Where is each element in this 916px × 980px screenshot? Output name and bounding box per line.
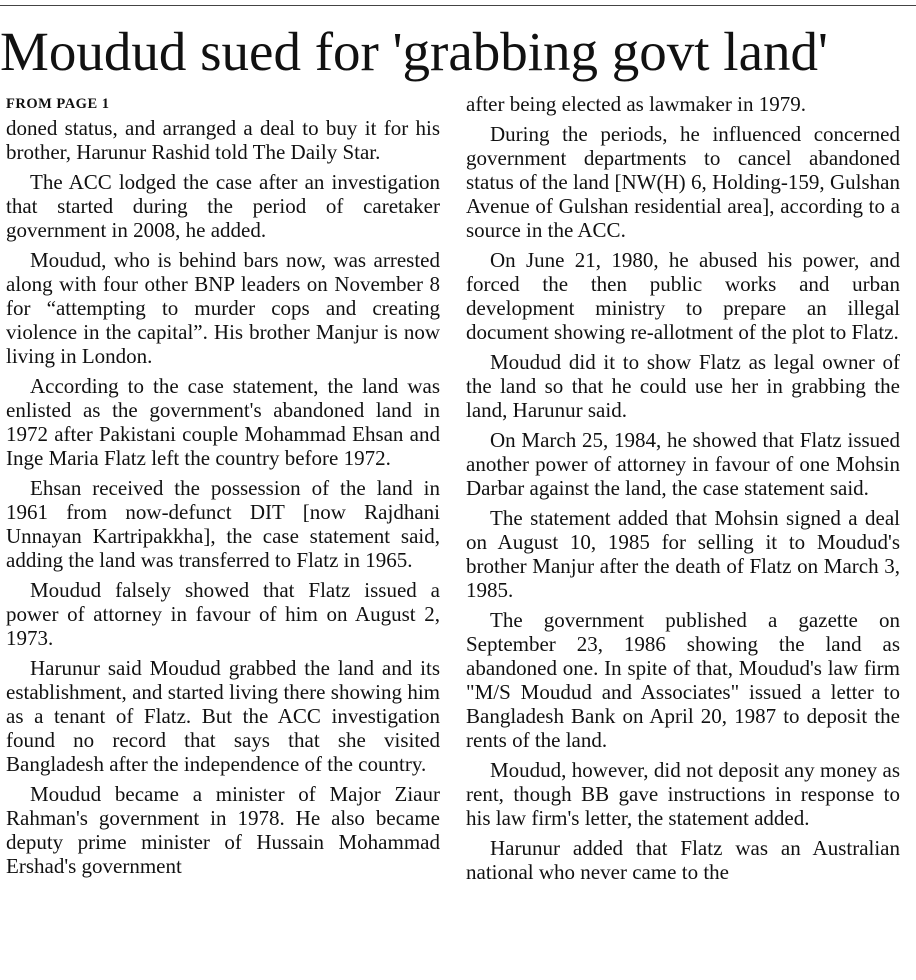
top-rule bbox=[0, 5, 916, 6]
left-column bbox=[6, 92, 440, 980]
paragraph: Harunur added that Flatz was an Australian national who never came to the bbox=[466, 836, 900, 884]
paragraph: The ACC lodged the case after an investigation that started during the period of caretaker government in 2008, he added. bbox=[6, 170, 440, 242]
headline: Moudud sued for 'grabbing govt land' bbox=[0, 21, 828, 82]
paragraph: The government published a gazette on September 23, 1986 showing the land as abandoned one. In spite of that, Moudud's law firm "M/S Moudud and Associates" issued a letter to Bangladesh Bank on April 20, 1987 to deposit the rents of the land. bbox=[466, 608, 900, 752]
paragraph: Moudud falsely showed that Flatz issued a power of attorney in favour of him on August 2, 1973. bbox=[6, 578, 440, 650]
paragraph: doned status, and arranged a deal to buy it for his brother, Harunur Rashid told The Daily Star. bbox=[6, 116, 440, 164]
paragraph: Moudud, who is behind bars now, was arrested along with four other BNP leaders on November 8 for “attempting to murder cops and creating violence in the capital”. His brother Manjur is now living in London. bbox=[6, 248, 440, 368]
paragraph: According to the case statement, the land was enlisted as the government's abandoned land in 1972 after Pakistani couple Mohammad Ehsan and Inge Maria Flatz left the country before 1972. bbox=[6, 374, 440, 470]
paragraph: On March 25, 1984, he showed that Flatz issued another power of attorney in favour of one Mohsin Darbar against the land, the case statement said. bbox=[466, 428, 900, 500]
paragraph: Ehsan received the possession of the land in 1961 from now-defunct DIT [now Rajdhani Unnayan Kartripakkha], the case statement said, adding the land was transferred to Flatz in 1965. bbox=[6, 476, 440, 572]
paragraph: During the periods, he influenced concerned government departments to cancel abandoned status of the land [NW(H) 6, Holding-159, Gulshan Avenue of Gulshan residential area], according to a source in the ACC. bbox=[466, 122, 900, 242]
paragraph: Moudud became a minister of Major Ziaur Rahman's government in 1978. He also became deputy prime minister of Hussain Mohammad Ershad's government bbox=[6, 782, 440, 878]
paragraph: Moudud, however, did not deposit any money as rent, though BB gave instructions in response to his law firm's letter, the statement added. bbox=[466, 758, 900, 830]
paragraph: Harunur said Moudud grabbed the land and its establishment, and started living there showing him as a tenant of Flatz. But the ACC investigation found no record that says that she visited Bangladesh after the independence of the country. bbox=[6, 656, 440, 776]
paragraph: after being elected as lawmaker in 1979. bbox=[466, 92, 806, 116]
right-column bbox=[466, 92, 900, 980]
paragraph: On June 21, 1980, he abused his power, and forced the then public works and urban development ministry to prepare an illegal document showing re-allotment of the plot to Flatz. bbox=[466, 248, 900, 344]
from-page-kicker: FROM PAGE 1 bbox=[6, 96, 110, 112]
paragraph: The statement added that Mohsin signed a deal on August 10, 1985 for selling it to Moudud's brother Manjur after the death of Flatz on March 3, 1985. bbox=[466, 506, 900, 602]
paragraph: Moudud did it to show Flatz as legal owner of the land so that he could use her in grabbing the land, Harunur said. bbox=[466, 350, 900, 422]
